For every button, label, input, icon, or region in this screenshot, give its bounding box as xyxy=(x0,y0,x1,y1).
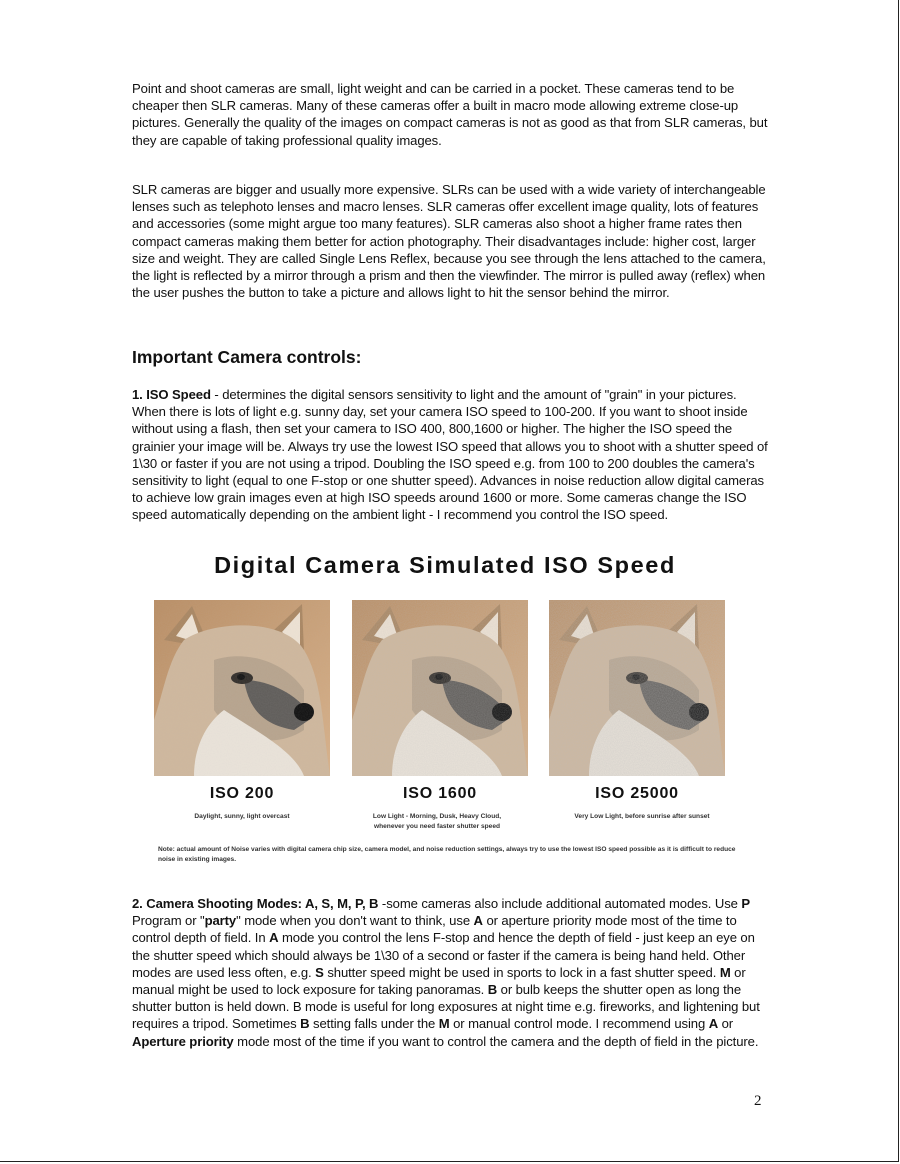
fox-photo-iso-25000 xyxy=(549,600,725,776)
mode-b-bold: B xyxy=(300,1016,310,1032)
iso-1600-label: ISO 1600 xyxy=(402,785,477,802)
modes-text: setting falls under the xyxy=(309,1016,439,1032)
iso-1600-caption-line-1: Low Light - Morning, Dusk, Heavy Cloud, xyxy=(372,813,502,820)
mode-b-bold: B xyxy=(487,982,498,998)
iso-speed-title: 1. ISO Speed xyxy=(132,387,211,402)
figure-title: Digital Camera Simulated ISO Speed xyxy=(214,552,676,578)
mode-a-bold: A xyxy=(708,1016,719,1032)
modes-text: or xyxy=(718,1016,734,1032)
modes-text: mode most of the time if you want to control the camera and the depth of field in the picture. xyxy=(233,1033,759,1049)
modes-text: or manual control mode. I recommend using xyxy=(449,1016,709,1032)
aperture-priority-bold: Aperture priority xyxy=(132,1033,234,1049)
modes-text: " mode when you don't want to think, use xyxy=(236,913,474,929)
page-number: 2 xyxy=(754,1093,762,1109)
fox-photo-iso-200 xyxy=(154,600,330,776)
modes-text: shutter speed might be used in sports to lock in a fast shutter speed. xyxy=(323,964,720,980)
mode-a-bold: A xyxy=(473,913,483,929)
modes-text: -some cameras also include additional automated modes. Use xyxy=(378,896,742,911)
mode-s-bold: S xyxy=(315,964,324,980)
mode-m-bold: M xyxy=(719,964,731,980)
iso-200-label: ISO 200 xyxy=(209,785,275,802)
modes-text: Program or " xyxy=(132,913,205,929)
paragraph-point-and-shoot: Point and shoot cameras are small, light weight and can be carried in a pocket. These cameras tend to be cheaper then SLR cameras. Many of these cameras offer a built in macro mode allowing extreme close-up pictures. Generally the quality of the images on compact cameras is not as good as that from SLR cameras, but they are capable of taking professional quality images. xyxy=(132,81,768,148)
fox-photo-iso-1600 xyxy=(352,600,528,776)
paragraph-iso-speed xyxy=(132,386,772,524)
mode-a-bold: A xyxy=(269,930,279,946)
iso-speed-text: - determines the digital sensors sensitivity to light and the amount of "grain" in your pictures. When there is lots of light e.g. sunny day, set your camera ISO speed to 100-200. If you want to shoot inside without using a flash, then set your camera to ISO 400, 800,1600 or higher. The higher the ISO speed the grainier your image will be. Always try use the lowest ISO speed that allows you to shoot with a shutter speed of 1\30 or faster if you are not using a tripod. Doubling the ISO speed e.g. from 100 to 200 doubles the camera's sensitivity to light (equal to one F-stop or one shutter speed). Advances in noise reduction allow digital cameras to achieve low grain images even at high ISO speeds around 1600 or more. Some cameras change the ISO speed automatically depending on the ambient light - I recommend you control the ISO speed. xyxy=(132,387,768,523)
paragraph-slr: SLR cameras are bigger and usually more expensive. SLRs can be used with a wide variety of interchangeable lenses such as telephoto lenses and macro lenses. SLR cameras offer excellent image quality, lots of features and accessories (some might argue too many features). SLR cameras also shoot a higher frame rates then compact cameras making them better for action photography. Their disadvantages include: higher cost, larger size and weight. They are called Single Lens Reflex, because you see through the lens attached to the camera, the light is reflected by a mirror through a prism and then the viewfinder. The mirror is pulled away (reflex) when the user pushes the button to take a picture and allows light to hit the sensor behind the mirror. xyxy=(132,182,766,301)
modes-text: or manual might be used to lock exposure for taking panoramas. xyxy=(132,964,746,998)
modes-text: mode you control the lens F-stop and hence the depth of field - just keep an eye on the shutter speed which should always be 1\30 of a second or faster if the camera is being hand held. Other modes are used less often, e.g. xyxy=(132,930,755,980)
mode-p-bold: P xyxy=(741,896,751,911)
iso-25000-label: ISO 25000 xyxy=(595,785,679,802)
shooting-modes-title: 2. Camera Shooting Modes: A, S, M, P, B xyxy=(132,896,379,911)
iso-25000-caption xyxy=(537,812,747,822)
fox-image-iso-25000 xyxy=(549,600,725,776)
section-heading: Important Camera controls: xyxy=(132,347,362,367)
fox-image-iso-200 xyxy=(154,600,330,776)
fox-image-iso-1600 xyxy=(352,600,528,776)
mode-m-bold: M xyxy=(438,1016,450,1032)
iso-1600-caption xyxy=(337,812,537,832)
iso-200-caption xyxy=(142,812,342,822)
figure-note: Note: actual amount of Noise varies with digital camera chip size, camera model, and noise reduction settings, always try to use the lowest ISO speed possible as it is difficult to reduce noise in existing images. xyxy=(158,846,736,863)
modes-text: or bulb keeps the shutter open as long the shutter button is held down. B mode is useful for long exposures at night time e.g. fireworks, and lightening but requires a tripod. Sometimes xyxy=(132,982,760,1032)
paragraph-shooting-modes xyxy=(132,895,772,1050)
party-bold: party xyxy=(204,913,237,929)
iso-1600-caption-line-2: whenever you need faster shutter speed xyxy=(373,823,501,830)
iso-25000-caption-line: Very Low Light, before sunrise after sunset xyxy=(574,813,710,820)
iso-200-caption-line: Daylight, sunny, light overcast xyxy=(194,813,290,820)
modes-text: or aperture priority mode most of the time to control depth of field. In xyxy=(132,913,737,946)
